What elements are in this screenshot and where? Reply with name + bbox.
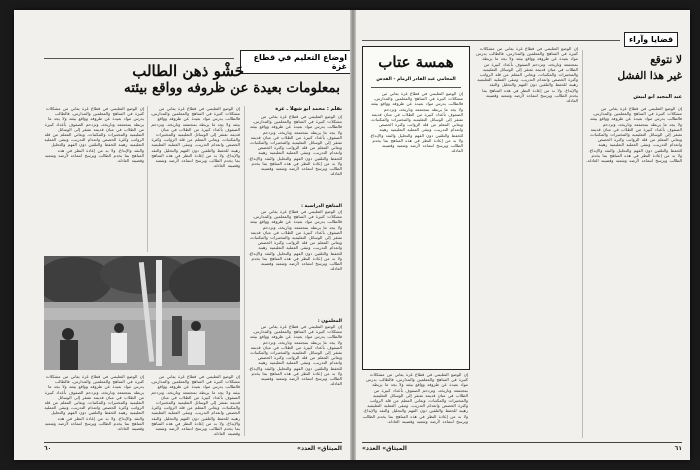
classroom-photo-graphic — [44, 256, 240, 370]
column-rule — [147, 106, 148, 252]
box-headline: همسة عتاب — [378, 53, 454, 71]
right-page — [354, 10, 690, 460]
box-author: المحامي عبد القادر الزمام - القدس — [376, 77, 456, 82]
left-text-col-bottom-left: إن الوضع التعليمي في قطاع غزة يعاني من مشكلات كثيرة في المناهج والمعلمين والمدارس، فالطالب يدرس مواد بعيدة عن ظروفه وواقع بيئته ولا يجد ما يربطه بمجتمعه وتاريخه، وتزدحم الصفوف بأعداد كبيرة من الطلاب في مبان قديمة تفتقر إلى الوسائل التعليمية والمختبرات والمكتبات، ويعاني المعلم من قلة الرواتب وكثرة الحصص وانعدام التدريب، وتبقى العملية التعليمية رهينة للحفظ والتلقين دون الفهم والتحليل والنقد والإبداع. ولا بد من إعادة النظر في هذه المناهج بما يخدم الطالب ويرسخ انتماءه لأرضه وشعبه وقضيته العادلة. — [44, 374, 144, 432]
box-text: إن الوضع التعليمي في قطاع غزة يعاني من مشكلات كثيرة في المناهج والمعلمين والمدارس، فالطالب يدرس مواد بعيدة عن ظروفه وواقع بيئته ولا يجد ما يربطه بمجتمعه وتاريخه، وتزدحم الصفوف بأعداد كبيرة من الطلاب في مبان قديمة تفتقر إلى الوسائل التعليمية والمختبرات والمكتبات، ويعاني المعلم من قلة الرواتب وكثرة الحصص وانعدام التدريب، وتبقى العملية التعليمية رهينة للحفظ والتلقين دون الفهم والتحليل والنقد والإبداع. ولا بد من إعادة النظر في هذه المناهج بما يخدم الطالب ويرسخ انتماءه لأرضه وشعبه وقضيته العادلة. — [369, 91, 463, 154]
subhead-curricula: المناهج الدراسية : — [301, 204, 342, 209]
right-text-col-bottom: إن الوضع التعليمي في قطاع غزة يعاني من مشكلات كثيرة في المناهج والمعلمين والمدارس، فالطالب يدرس مواد بعيدة عن ظروفه وواقع بيئته ولا يجد ما يربطه بمجتمعه وتاريخه، وتزدحم الصفوف بأعداد كبيرة من الطلاب في مبان قديمة تفتقر إلى الوسائل التعليمية والمختبرات والمكتبات، ويعاني المعلم من قلة الرواتب وكثرة الحصص وانعدام التدريب، وتبقى العملية التعليمية رهينة للحفظ والتلقين دون الفهم والتحليل والنقد والإبداع. ولا بد من إعادة النظر في هذه المناهج بما يخدم الطالب ويرسخ انتماءه لأرضه وشعبه وقضيته العادلة. — [362, 372, 468, 424]
classroom-photo — [44, 256, 240, 370]
right-footer-magazine: «الميثاق» العدد — [362, 445, 407, 452]
right-title-rule — [362, 40, 620, 41]
right-headline-line1: لا نتوقع — [650, 54, 682, 66]
hamsa-itab-box — [362, 46, 470, 370]
left-text-col-right-3: إن الوضع التعليمي في قطاع غزة يعاني من مشكلات كثيرة في المناهج والمعلمين والمدارس، فالطالب يدرس مواد بعيدة عن ظروفه وواقع بيئته ولا يجد ما يربطه بمجتمعه وتاريخه، وتزدحم الصفوف بأعداد كبيرة من الطلاب في مبان قديمة تفتقر إلى الوسائل التعليمية والمختبرات والمكتبات، ويعاني المعلم من قلة الرواتب وكثرة الحصص وانعدام التدريب، وتبقى العملية التعليمية رهينة للحفظ والتلقين دون الفهم والتحليل والنقد والإبداع. ولا بد من إعادة النظر في هذه المناهج بما يخدم الطالب ويرسخ انتماءه لأرضه وشعبه وقضيته العادلة. — [248, 324, 342, 387]
left-footer — [44, 442, 342, 452]
box-rule — [371, 87, 461, 88]
left-right-column — [248, 106, 342, 436]
left-text-col-right-1: إن الوضع التعليمي في قطاع غزة يعاني من مشكلات كثيرة في المناهج والمعلمين والمدارس، فالطالب يدرس مواد بعيدة عن ظروفه وواقع بيئته ولا يجد ما يربطه بمجتمعه وتاريخه، وتزدحم الصفوف بأعداد كبيرة من الطلاب في مبان قديمة تفتقر إلى الوسائل التعليمية والمختبرات والمكتبات، ويعاني المعلم من قلة الرواتب وكثرة الحصص وانعدام التدريب، وتبقى العملية التعليمية رهينة للحفظ والتلقين دون الفهم والتحليل والنقد والإبداع. ولا بد من إعادة النظر في هذه المناهج بما يخدم الطالب ويرسخ انتماءه لأرضه وشعبه وقضيته العادلة. — [248, 114, 342, 177]
magazine-spread — [14, 10, 690, 460]
left-byline: بقلم : محمد ابو شهلا ـ غزة — [275, 106, 342, 112]
left-page — [14, 10, 352, 460]
left-title-rule — [44, 58, 234, 59]
right-author: عبد المجيد ابو لبيش — [633, 94, 682, 100]
column-rule — [244, 106, 245, 436]
left-headline-line1: حَشْو ذهن الطالب — [132, 62, 244, 80]
left-text-col-top-mid: إن الوضع التعليمي في قطاع غزة يعاني من مشكلات كثيرة في المناهج والمعلمين والمدارس، فالطالب يدرس مواد بعيدة عن ظروفه وواقع بيئته ولا يجد ما يربطه بمجتمعه وتاريخه، وتزدحم الصفوف بأعداد كبيرة من الطلاب في مبان قديمة تفتقر إلى الوسائل التعليمية والمختبرات والمكتبات، ويعاني المعلم من قلة الرواتب وكثرة الحصص وانعدام التدريب، وتبقى العملية التعليمية رهينة للحفظ والتلقين دون الفهم والتحليل والنقد والإبداع. ولا بد من إعادة النظر في هذه المناهج بما يخدم الطالب ويرسخ انتماءه لأرضه وشعبه وقضيته العادلة. — [150, 106, 240, 169]
left-footer-page-number: ٦٠ — [44, 445, 52, 452]
right-section-label: قضايا وآراء — [624, 32, 678, 47]
left-footer-magazine: «الميثاق» العدد — [297, 445, 342, 452]
right-headline-line2: غير هذا الفشل — [617, 70, 682, 82]
right-text-col-inner: إن الوضع التعليمي في قطاع غزة يعاني من مشكلات كثيرة في المناهج والمعلمين والمدارس، فالطالب يدرس مواد بعيدة عن ظروفه وواقع بيئته ولا يجد ما يربطه بمجتمعه وتاريخه، وتزدحم الصفوف بأعداد كبيرة من الطلاب في مبان قديمة تفتقر إلى الوسائل التعليمية والمختبرات والمكتبات، ويعاني المعلم من قلة الرواتب وكثرة الحصص وانعدام التدريب، وتبقى العملية التعليمية رهينة للحفظ والتلقين دون الفهم والتحليل والنقد والإبداع. ولا بد من إعادة النظر في هذه المناهج بما يخدم الطالب ويرسخ انتماءه لأرضه وشعبه وقضيته العادلة. — [476, 46, 578, 104]
left-text-col-bottom-mid: إن الوضع التعليمي في قطاع غزة يعاني من مشكلات كثيرة في المناهج والمعلمين والمدارس، فالطالب يدرس مواد بعيدة عن ظروفه وواقع بيئته ولا يجد ما يربطه بمجتمعه وتاريخه، وتزدحم الصفوف بأعداد كبيرة من الطلاب في مبان قديمة تفتقر إلى الوسائل التعليمية والمختبرات والمكتبات، ويعاني المعلم من قلة الرواتب وكثرة الحصص وانعدام التدريب، وتبقى العملية التعليمية رهينة للحفظ والتلقين دون الفهم والتحليل والنقد والإبداع. ولا بد من إعادة النظر في هذه المناهج بما يخدم الطالب ويرسخ انتماءه لأرضه وشعبه وقضيته العادلة. — [150, 374, 240, 436]
left-headline-line2: بمعلومات بعيدة عن ظروفه وواقع بيئته — [124, 80, 340, 96]
right-text-col-outer: إن الوضع التعليمي في قطاع غزة يعاني من مشكلات كثيرة في المناهج والمعلمين والمدارس، فالطالب يدرس مواد بعيدة عن ظروفه وواقع بيئته ولا يجد ما يربطه بمجتمعه وتاريخه، وتزدحم الصفوف بأعداد كبيرة من الطلاب في مبان قديمة تفتقر إلى الوسائل التعليمية والمختبرات والمكتبات، ويعاني المعلم من قلة الرواتب وكثرة الحصص وانعدام التدريب، وتبقى العملية التعليمية رهينة للحفظ والتلقين دون الفهم والتحليل والنقد والإبداع. ولا بد من إعادة النظر في هذه المناهج بما يخدم الطالب ويرسخ انتماءه لأرضه وشعبه وقضيته العادلة. — [586, 106, 682, 164]
left-text-col-top-left: إن الوضع التعليمي في قطاع غزة يعاني من مشكلات كثيرة في المناهج والمعلمين والمدارس، فالطالب يدرس مواد بعيدة عن ظروفه وواقع بيئته ولا يجد ما يربطه بمجتمعه وتاريخه، وتزدحم الصفوف بأعداد كبيرة من الطلاب في مبان قديمة تفتقر إلى الوسائل التعليمية والمختبرات والمكتبات، ويعاني المعلم من قلة الرواتب وكثرة الحصص وانعدام التدريب، وتبقى العملية التعليمية رهينة للحفظ والتلقين دون الفهم والتحليل والنقد والإبداع. ولا بد من إعادة النظر في هذه المناهج بما يخدم الطالب ويرسخ انتماءه لأرضه وشعبه وقضيته العادلة. — [44, 106, 144, 164]
left-text-col-right-2: إن الوضع التعليمي في قطاع غزة يعاني من مشكلات كثيرة في المناهج والمعلمين والمدارس، فالطالب يدرس مواد بعيدة عن ظروفه وواقع بيئته ولا يجد ما يربطه بمجتمعه وتاريخه، وتزدحم الصفوف بأعداد كبيرة من الطلاب في مبان قديمة تفتقر إلى الوسائل التعليمية والمختبرات والمكتبات، ويعاني المعلم من قلة الرواتب وكثرة الحصص وانعدام التدريب، وتبقى العملية التعليمية رهينة للحفظ والتلقين دون الفهم والتحليل والنقد والإبداع. ولا بد من إعادة النظر في هذه المناهج بما يخدم الطالب ويرسخ انتماءه لأرضه وشعبه وقضيته العادلة. — [248, 209, 342, 272]
right-footer-page-number: ٦١ — [674, 445, 682, 452]
left-section-label: اوضاع التعليم في قطاع غزة — [240, 50, 352, 74]
right-footer — [362, 442, 682, 452]
column-rule — [582, 50, 583, 438]
subhead-teachers: المعلمون : — [317, 319, 342, 324]
